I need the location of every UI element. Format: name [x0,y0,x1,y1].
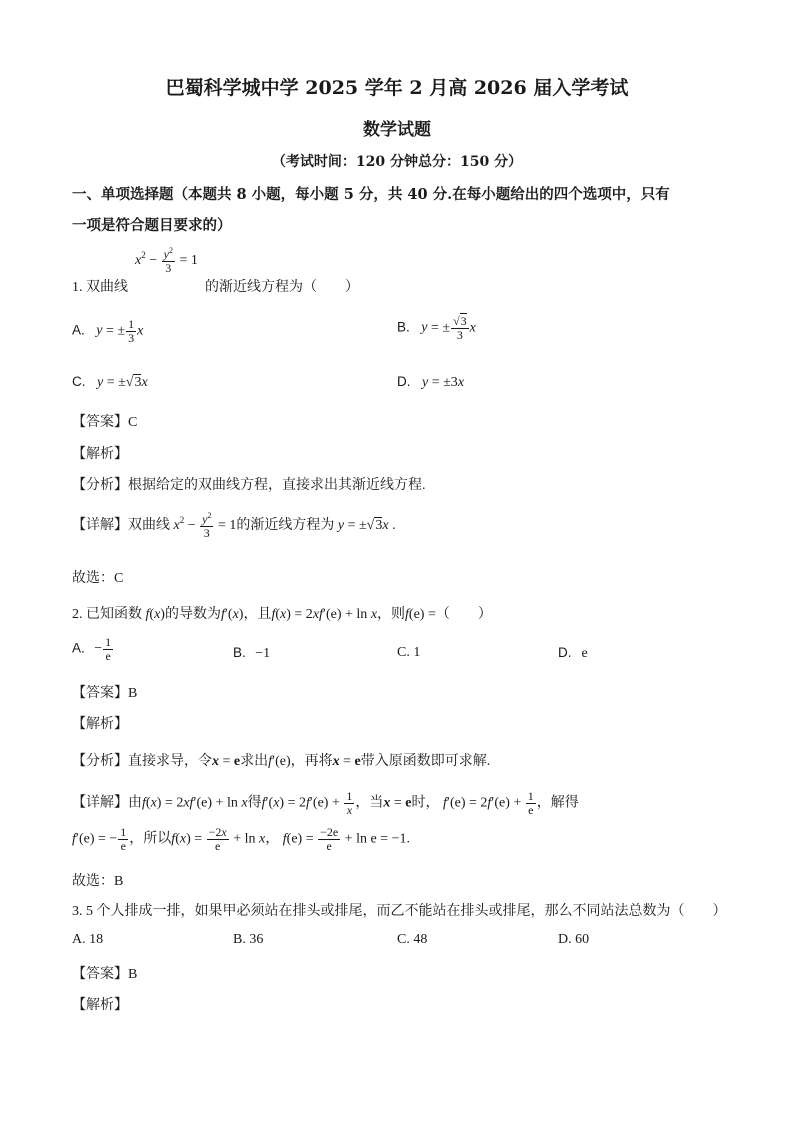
q2-option-b: B. −1 [233,645,271,661]
q1-stem-tail: 的渐近线方程为（ ） [205,280,359,295]
q1-equation: $x^2$ − $\frac{y^2}{3}$ = 1 [135,246,198,275]
q2-option-a: A. − $\frac{1}{e}$ [72,635,112,663]
q2-analysis-label: 【解析】 [72,717,128,732]
q2-stem: 2. 已知函数 f(x)的导数为f′(x)，且f(x) = 2xf′(e) + ln x，则f(e) =（ ） [72,607,492,622]
q3-analysis-label: 【解析】 [72,998,128,1013]
q1-option-a: A. y = ± $\frac{1}{3}$ x [72,317,144,345]
q1-stem [72,276,128,296]
q3-answer: 【答案】B [72,967,138,982]
q1-conclusion: 故选：C [72,571,124,586]
q3-option-b: B. 36 [233,932,264,947]
exam-info: （考试时间：120 分钟总分：150 分） [271,154,523,170]
q1-number: 1. 双曲线 [72,280,128,295]
q1-fenxi: 【分析】根据给定的双曲线方程，直接求出其渐近线方程. [72,478,426,493]
exam-subtitle: 数学试题 [363,120,431,140]
q3-stem: 3. 5 个人排成一排，如果甲必须站在排头或排尾，而乙不能站在排头或排尾，那么不同站法总数为（ ） [72,904,727,919]
section-heading-line2: 一项是符合题目要求的） [72,217,232,234]
section-heading-line1: 一、单项选择题（本题共 8 小题，每小题 5 分，共 40 分.在每小题给出的四个选项中，只有 [72,186,670,203]
q1-answer: 【答案】C [72,415,138,430]
q2-fenxi: 【分析】直接求导，令x = e求出f′(e)，再将x = e带入原函数即可求解. [72,754,491,769]
q1-option-b: B. y = ± $\frac{√3}{3}$ x [397,314,476,342]
q2-xiangjie-line2: f′(e) = − $\frac{1}{e}$ ，所以f(x) = $\frac{-2x}{e}$ + ln x， f(e) = $\frac{-2e}{e}$ + ln e = −1. [72,825,410,853]
exam-title: 巴蜀科学城中学 2025 学年 2 月高 2026 届入学考试 [165,77,629,99]
q1-option-d: D. y = ±3x [397,374,465,390]
q2-option-c: C. 1 [397,645,421,660]
q2-conclusion: 故选：B [72,874,124,889]
q2-option-d: D. e [558,645,588,661]
q3-option-d: D. 60 [558,932,590,947]
q2-answer: 【答案】B [72,686,138,701]
q2-xiangjie-line1: 【详解】由f(x) = 2xf′(e) + ln x得f′(x) = 2f′(e) + $\frac{1}{x}$ ，当x = e时， f′(e) = 2f′(e) + $\frac{1}{e}$ ，解得 [72,789,579,817]
q1-xiangjie: 【详解】双曲线 $x^2$ − $\frac{y^2}{3}$ = 1的渐近线方程为 y = ±√3x . [72,511,396,540]
q1-analysis-label: 【解析】 [72,447,128,462]
q3-option-a: A. 18 [72,932,104,947]
q3-option-c: C. 48 [397,932,428,947]
q1-option-c: C. y = ±√3x [72,374,148,390]
